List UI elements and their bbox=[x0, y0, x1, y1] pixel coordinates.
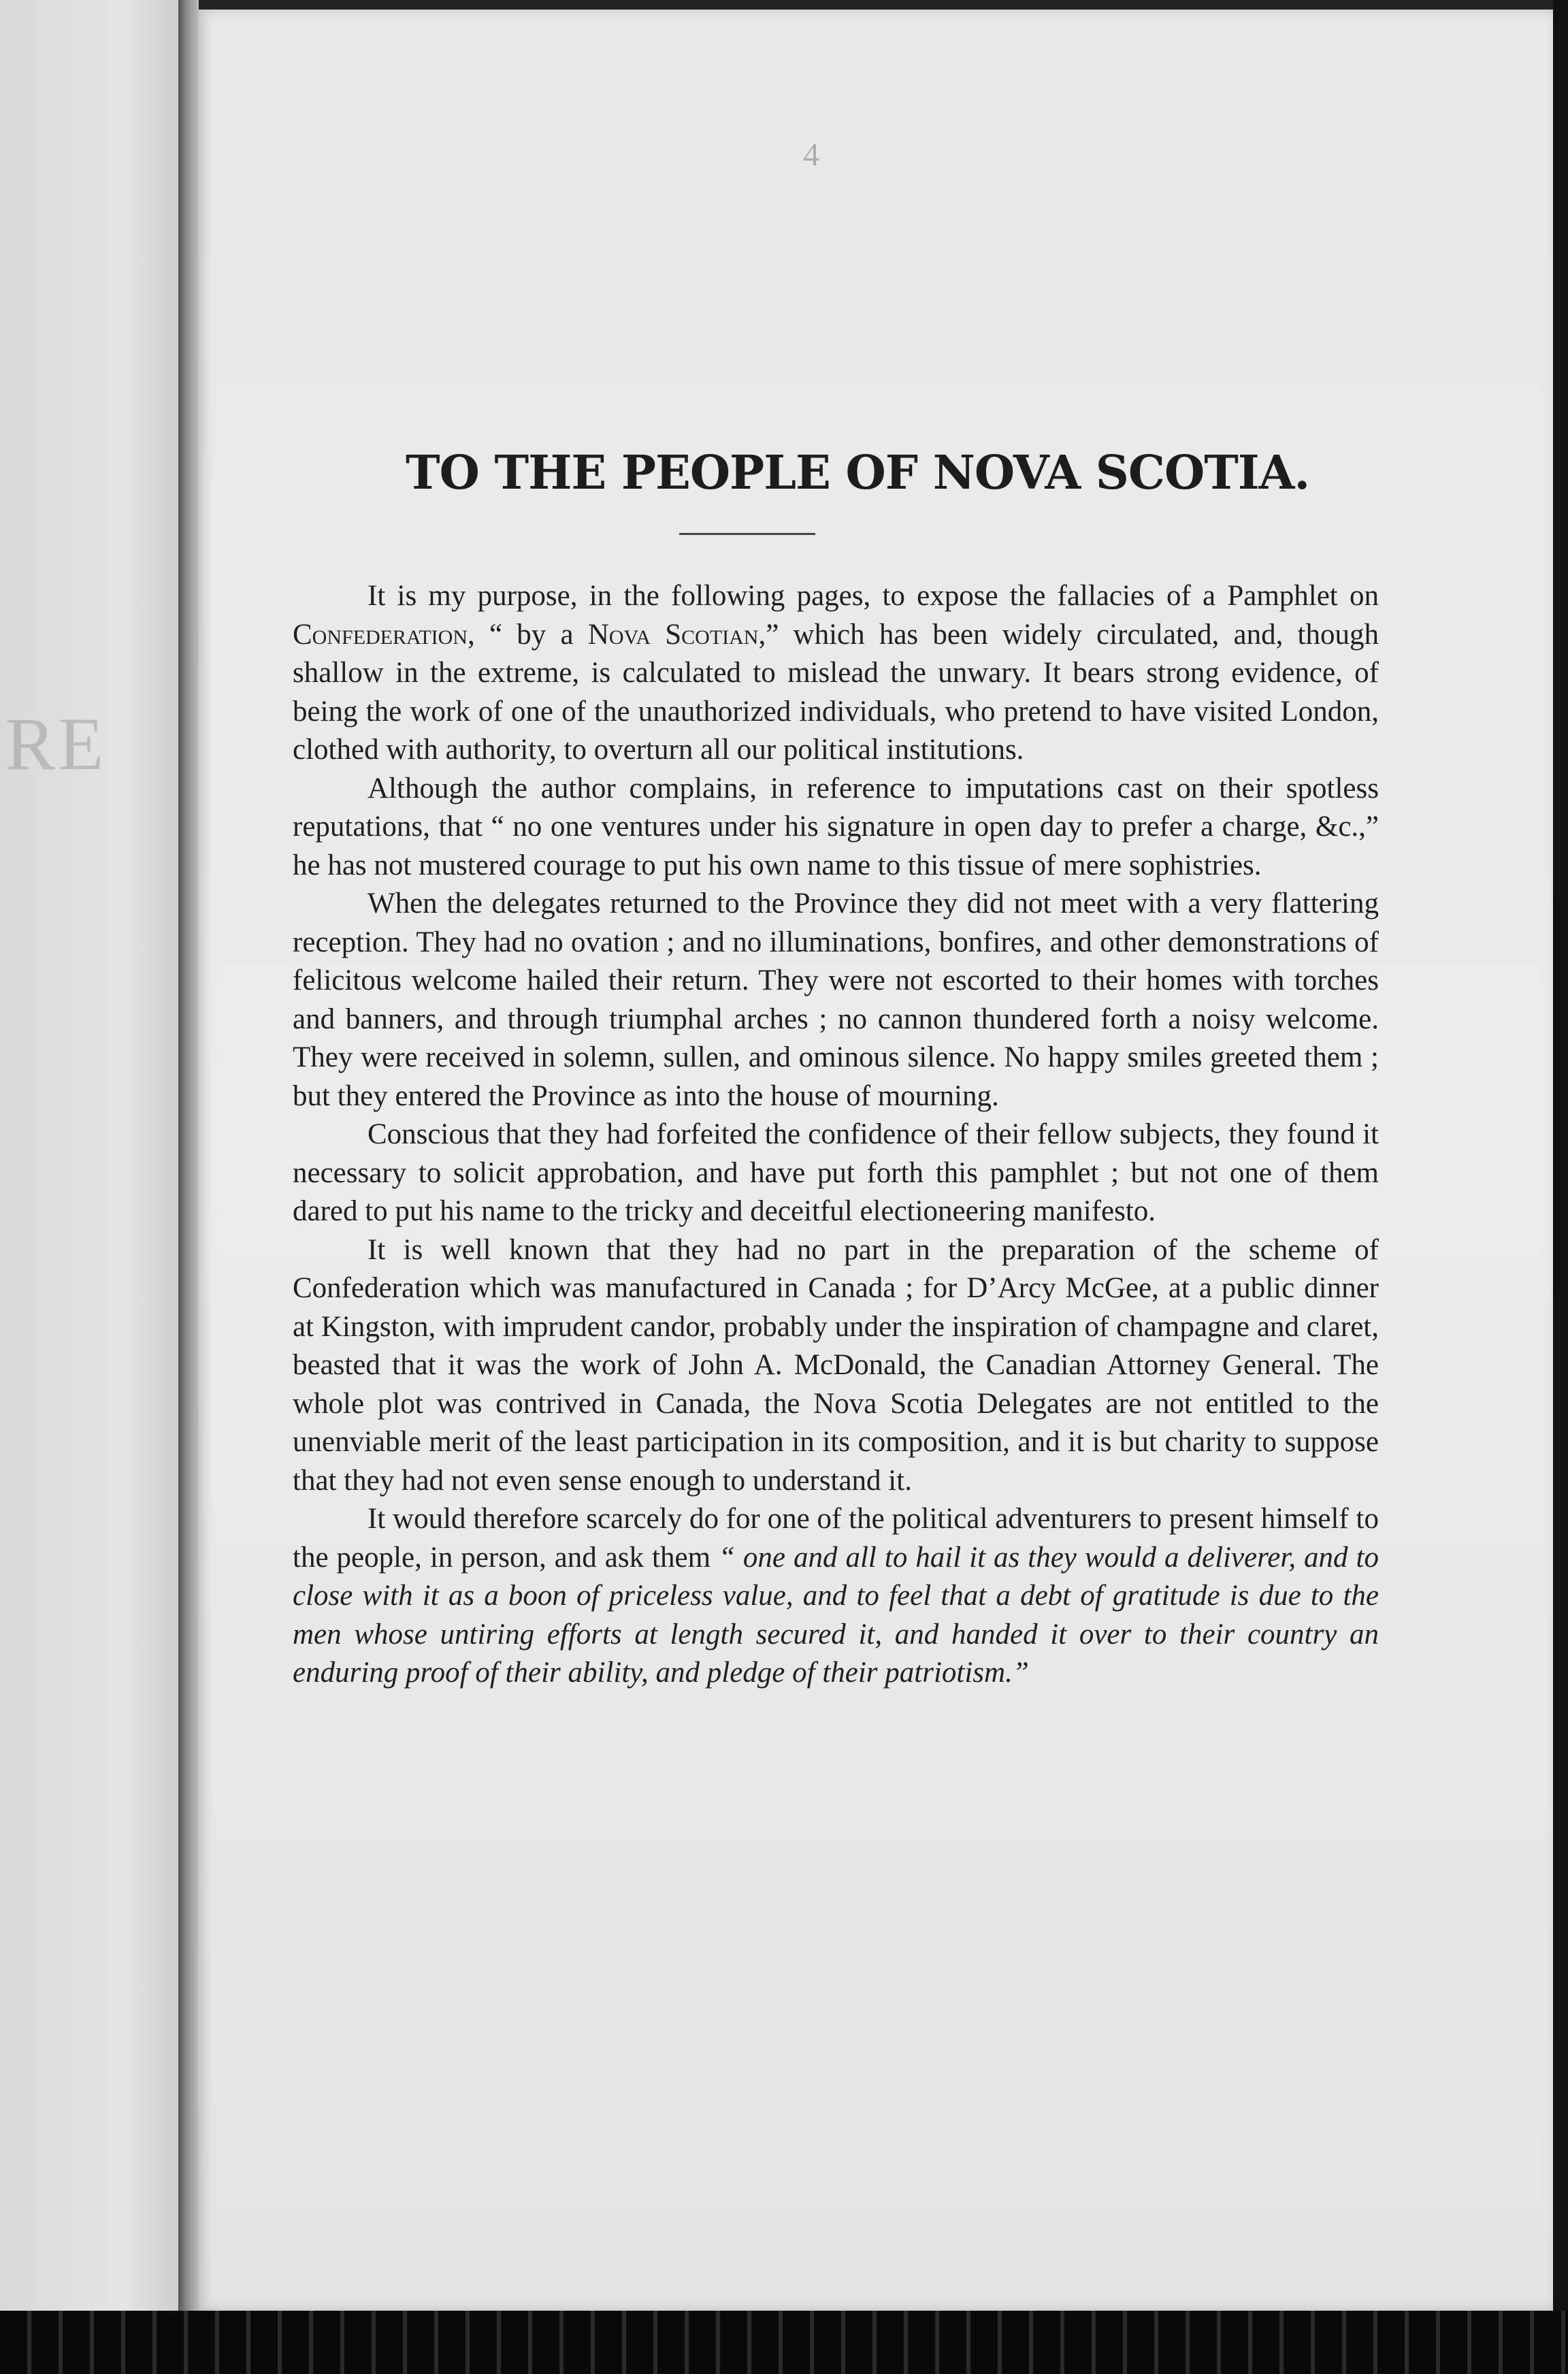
text-run: It is my purpose, in the following pages, to expose the fallacies of a Pamphlet on bbox=[368, 580, 1379, 612]
text-run: When the delegates returned to the Province they did not meet with a very flattering reception. They had no ovation ; and no illuminations, bonfires, and other demonstrations of felicitous welcome hailed their return. They were not escorted to their homes with torches and banners, and through triumphal arches ; no cannon thundered forth a noisy welcome. They were received in solemn, sullen, and ominous silence. No happy smiles greeted them ; but they entered the Province as into the house of mourning. bbox=[293, 888, 1379, 1112]
text-run: Although the author complains, in reference to imputations cast on their spotless reputations, that “ no one ventures under his signature in open day to prefer a charge, &c.,” he has not mustered courage to put his own name to this tissue of mere sophistries. bbox=[293, 772, 1379, 881]
text-run: It would therefore scarcely do for one of the political adventurers to present himself to the people, in person, and ask them bbox=[293, 1503, 1379, 1574]
title-rule bbox=[679, 533, 815, 535]
text-run: Conscious that they had forfeited the confidence of their fellow subjects, they found it necessary to solicit approbation, and have put forth this pamphlet ; but not one of them dared to put his name to the tricky and deceitful electioneering manifesto. bbox=[293, 1118, 1379, 1227]
small-caps-term: Confederation bbox=[293, 618, 468, 651]
text-run: , “ by a bbox=[468, 618, 588, 651]
paragraph bbox=[293, 770, 1379, 885]
quoted-passage: “ one and all to hail it as they would a deliverer, and to close with it as a boon of priceless value, and to feel that a debt of gratitude is due to the men whose untiring efforts at length secured it, and handed it over to their country an enduring proof of their ability, and pledge of their patriotism.” bbox=[293, 1541, 1379, 1689]
paragraph bbox=[293, 1500, 1379, 1693]
scan-border-bottom bbox=[0, 2311, 1568, 2374]
facing-page-edge bbox=[0, 0, 178, 2311]
text-run: It is well known that they had no part in the preparation of the scheme of Confederation which was manufactured in Canada ; for D’Arcy McGee, at a public dinner at Kingston, with imprudent candor, probably under the inspiration of champagne and claret, beasted that it was the work of John A. McDonald, the Canadian Attorney General. The whole plot was contrived in Canada, the Nova Scotia Delegates are not entitled to the unenviable merit of the least participation in its composition, and it is but charity to suppose that they had not even sense enough to understand it. bbox=[293, 1233, 1379, 1497]
page-title: TO THE PEOPLE OF NOVA SCOTIA. bbox=[406, 446, 1310, 500]
book-gutter bbox=[178, 0, 199, 2311]
paragraph bbox=[293, 885, 1379, 1116]
small-caps-term: Nova Scotian bbox=[587, 618, 759, 651]
scan-border-right bbox=[1553, 0, 1568, 2374]
paragraph bbox=[293, 577, 1379, 770]
show-through-page-number: 4 bbox=[803, 137, 819, 173]
text-run: ,” which has been widely circulated, and, though shallow in the extreme, is calculated to mislead the unwary. It bears strong evidence, of being the work of one of the unauthorized individuals, who pretend to have visited London, clothed with authority, to overturn all our political institutions. bbox=[293, 618, 1379, 766]
facing-page-bleed-mark: RE bbox=[5, 702, 107, 785]
body-text bbox=[293, 577, 1379, 1693]
paragraph bbox=[293, 1231, 1379, 1501]
paragraph bbox=[293, 1116, 1379, 1231]
